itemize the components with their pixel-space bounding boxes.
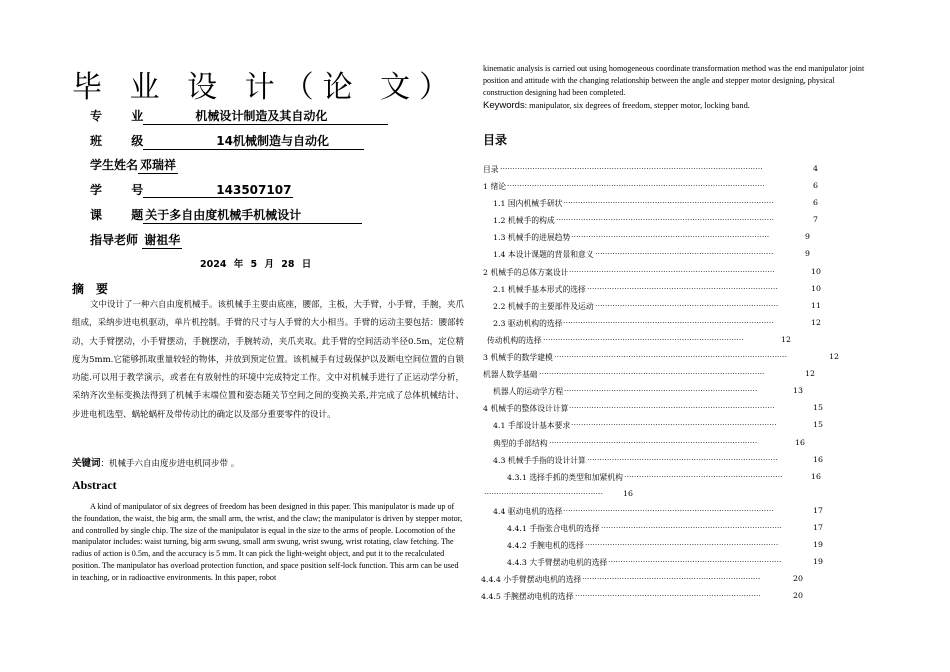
toc-entry-page: 9: [805, 249, 810, 259]
toc-entry-page: 4: [813, 164, 818, 173]
toc-entry-page: 13: [793, 386, 803, 396]
toc-entry-title: 4.4.5 手腕摆动电机的选择: [481, 592, 574, 602]
topic-row: [90, 206, 362, 224]
toc-entry-title: 2.1 机械手基本形式的选择: [493, 284, 586, 294]
student-name-row: [90, 156, 178, 174]
toc-entry[interactable]: [483, 229, 823, 246]
toc-dot-leader: ········································································: [595, 249, 774, 259]
topic-value: 关于多自由度机械手机械设计: [145, 208, 360, 222]
toc-entry-page: 9: [805, 232, 810, 242]
toc-dot-leader: ················································································: [571, 232, 770, 242]
toc-entry-title: 4.4.1 手指张合电机的选择: [507, 523, 600, 533]
toc-entry[interactable]: [483, 349, 839, 366]
major-value: 机械设计制造及其自动化: [145, 109, 386, 123]
english-keywords-text: : manipulator, six degrees of freedom, stepper motor, locking band.: [524, 101, 750, 110]
toc-entry-page: 6: [813, 198, 818, 208]
toc-dot-leader: ·····················································································: [563, 198, 774, 208]
toc-entry[interactable]: [483, 246, 823, 263]
advisor-row: [90, 231, 182, 249]
toc-dot-leader: ···········································································: [575, 591, 761, 601]
toc-dot-leader: ········································································································: [507, 181, 765, 191]
class-row: [90, 132, 364, 150]
toc-entry-page: 20: [793, 574, 803, 584]
english-abstract-body: A kind of manipulator of six degrees of freedom has been designed in this paper. This manipulator is made up of the foundation, the waist, the big arm, the small arm, the wrist, and the claw; the manipulator is driven by stepper motor, and controlled by single chip. The size of the manipulator is equal in the size to the arms of people. Locomotion of the manipulator includes: waist turning, big arm swung, small arm swung, wrist swung, wrist rotating, claw fetching. The radius of action is 0.5m, and the accuracy is 5 mm. It can pick the light-weight object, and put it to the recalculated position. The manipulator has overload protection function, and space position self-lock function. This arm can be used in teaching, or in radioactive environments. In this paper, robot: [72, 502, 463, 582]
toc-dot-leader: ·····················································································: [563, 317, 774, 327]
toc-dot-leader: ··············································································: [585, 540, 779, 550]
toc-entry[interactable]: [483, 332, 823, 349]
toc-dot-leader: ······································································: [608, 557, 782, 567]
toc-dot-leader: ··········································································································: [500, 164, 763, 173]
toc-heading: 目录: [483, 133, 508, 147]
toc-dot-leader: ····················································································: [549, 437, 758, 447]
toc-entry-title: 目录: [483, 165, 499, 174]
toc-entry-page: 12: [811, 317, 821, 327]
toc-entry-title: 2.2 机械手的主要部件及运动: [493, 301, 594, 311]
toc-entry[interactable]: [483, 366, 823, 383]
student-id-label: 学 号: [90, 183, 144, 197]
toc-entry[interactable]: [483, 195, 823, 212]
toc-dot-leader: ································································: [624, 471, 783, 481]
toc-entry-page: 20: [793, 591, 803, 601]
toc-dot-leader: ·················································································: [543, 334, 744, 344]
toc-entry[interactable]: [483, 298, 823, 315]
toc-dot-leader: ··········································································: [595, 300, 779, 310]
chinese-abstract-body: 文中设计了一种六自由度机械手。该机械手主要由底座，腰部，主板，大手臂，小手臂，手腕，夹爪组成，采纳步进电机驱动，单片机控制。手臂的尺寸与人手臂的大小相当。手臂的运动主要包括：腰部转动，大手臂摆动，小手臂摆动，手腕摆动，手腕转动，夹爪夹取。此手臂的空间活动半径0.5m，定位精度为5mm.它能够抓取重量较轻的物体，并放到预定位置。该机械手有过载保护以及断电空间位置的自锁功能.可以用于教学演示，或者在有放射性的环境中完成特定工作。文中对机械手进行了正运动学分析，采纳齐次坐标变换法得到了机械手末端位置和姿态随关节空间之间的变换关系,并完成了总体机械结计、步进电机选型、蜗轮蜗杆及带传动比的确定以及部分重要零件的设计。: [72, 300, 465, 420]
table-of-contents: [481, 161, 839, 605]
toc-entry[interactable]: [483, 264, 823, 281]
toc-entry[interactable]: [483, 571, 823, 588]
toc-dot-leader: ·············································································: [587, 454, 778, 464]
toc-entry-title: 4.3 机械手手指的设计计算: [493, 455, 586, 465]
submission-date: 2024 年 5 月 28 日: [200, 259, 312, 270]
toc-entry-title: 机器人的运动学方程: [493, 387, 564, 397]
toc-entry-title: 3 机械手的数学建模: [483, 353, 553, 363]
toc-entry[interactable]: [483, 383, 823, 400]
toc-dot-leader: ···················································································: [569, 266, 775, 276]
toc-entry-page: 17: [813, 505, 823, 515]
major-row: [90, 107, 388, 125]
chinese-keywords-label: 关键词: [72, 458, 101, 469]
chinese-abstract-heading: 摘要: [72, 282, 121, 296]
toc-entry-page: 7: [813, 215, 818, 225]
english-keywords-label: Keywords: [483, 100, 525, 111]
toc-entry[interactable]: [483, 161, 823, 178]
toc-entry-page: 10: [811, 266, 821, 276]
toc-dot-leader: ·············································································: [587, 283, 778, 293]
toc-entry-title: 传动机构的选择: [487, 335, 542, 345]
class-label: 班 级: [90, 134, 144, 148]
toc-entry-page: 10: [811, 283, 821, 293]
toc-entry-page: 12: [829, 352, 839, 362]
toc-entry-title: 2.3 驱动机构的选择: [493, 318, 563, 328]
toc-entry[interactable]: [483, 400, 823, 417]
toc-dot-leader: ················································: [484, 488, 603, 498]
student-id-value: 143507107: [145, 183, 292, 197]
toc-entry-title: 4.1 手部设计基本要求: [493, 421, 571, 431]
toc-entry-title: 4.3.1 选择手抓的类型和加紧机构: [507, 472, 623, 482]
toc-entry[interactable]: [483, 281, 823, 298]
toc-entry[interactable]: [483, 486, 823, 503]
toc-dot-leader: ···························································································: [539, 369, 765, 379]
chinese-keywords: [72, 455, 239, 469]
toc-entry[interactable]: [483, 469, 823, 486]
document-title: 毕 业 设 计（论 文）: [72, 70, 459, 105]
toc-dot-leader: ···················································································: [569, 403, 775, 413]
toc-entry[interactable]: [483, 212, 823, 229]
chinese-keywords-text: ：机械手六自由度步进电机同步带 。: [100, 459, 240, 469]
student-name-value: 邓瑞祥: [140, 158, 177, 172]
toc-entry[interactable]: [483, 520, 823, 537]
toc-entry-title: 2 机械手的总体方案设计: [483, 267, 569, 277]
advisor-value: 谢祖华: [144, 233, 181, 247]
toc-dot-leader: ··············································································: [564, 386, 758, 396]
student-name-label: 学生姓名: [90, 158, 139, 172]
toc-entry-page: 16: [813, 454, 823, 464]
toc-dot-leader: ·········································································: [601, 522, 782, 532]
toc-entry-page: 19: [813, 557, 823, 567]
toc-entry-page: 12: [805, 369, 815, 379]
toc-entry-title: 1.3 机械手的进展趋势: [493, 233, 571, 243]
toc-dot-leader: ························································································: [556, 215, 775, 225]
toc-entry-page: 19: [813, 540, 823, 550]
toc-entry-page: 16: [811, 471, 821, 481]
toc-entry[interactable]: [483, 452, 823, 469]
class-value: 14机械制造与自动化: [145, 134, 363, 148]
toc-entry-title: 1.4 本设计课题的背景和意义: [493, 250, 594, 260]
toc-entry-title: 4.4.2 手腕电机的选择: [507, 541, 584, 551]
english-keywords: [483, 100, 750, 111]
toc-entry-page: 17: [813, 522, 823, 532]
toc-entry-title: 1.2 机械手的构成: [493, 216, 555, 226]
toc-entry-page: 6: [813, 181, 818, 191]
toc-entry-page: 12: [781, 334, 791, 344]
toc-entry-title: 1 绪论: [483, 182, 507, 192]
toc-dot-leader: ······························································································: [554, 352, 787, 362]
toc-entry-page: 16: [795, 437, 805, 447]
toc-entry[interactable]: [483, 435, 823, 452]
toc-entry-title: 1.1 国内机械手研状: [493, 199, 563, 209]
toc-entry-page: 11: [811, 300, 821, 310]
toc-entry[interactable]: [483, 537, 823, 554]
toc-entry-title: 4.4.4 小手臂摆动电机的选择: [481, 575, 582, 585]
toc-dot-leader: ·····················································································: [563, 505, 774, 515]
toc-entry[interactable]: [483, 554, 823, 571]
toc-entry-title: 4.4.3 大手臂摆动电机的选择: [507, 558, 608, 568]
toc-dot-leader: ········································································: [582, 574, 761, 584]
toc-entry[interactable]: [483, 178, 823, 195]
toc-entry-title: 4.4 驱动电机的选择: [493, 506, 563, 516]
topic-label: 课 题: [90, 208, 144, 222]
toc-entry-page: 16: [623, 488, 633, 498]
advisor-label: 指导老师: [90, 233, 139, 247]
toc-entry[interactable]: [483, 315, 823, 332]
toc-entry-title: 典型的手部结构: [493, 438, 548, 448]
english-abstract-continued: kinematic analysis is carried out using homogeneous coordinate transformation method was the end manipulator joint position and attitude with the changing relationship between the angle and stepper motor designing, physical construction designing had been completed.: [483, 64, 865, 97]
toc-entry[interactable]: [483, 417, 823, 434]
toc-entry[interactable]: [483, 503, 823, 520]
major-label: 专 业: [90, 109, 144, 123]
student-id-row: [90, 181, 293, 198]
toc-entry-page: 15: [813, 420, 823, 430]
toc-entry-page: 15: [813, 403, 823, 413]
english-abstract-heading: Abstract: [72, 478, 117, 492]
toc-dot-leader: ···················································································: [571, 420, 777, 430]
toc-entry-title: 4 机械手的整体设计计算: [483, 404, 569, 414]
toc-entry-title: 机器人数学基础: [483, 370, 538, 380]
toc-entry[interactable]: [483, 588, 823, 605]
